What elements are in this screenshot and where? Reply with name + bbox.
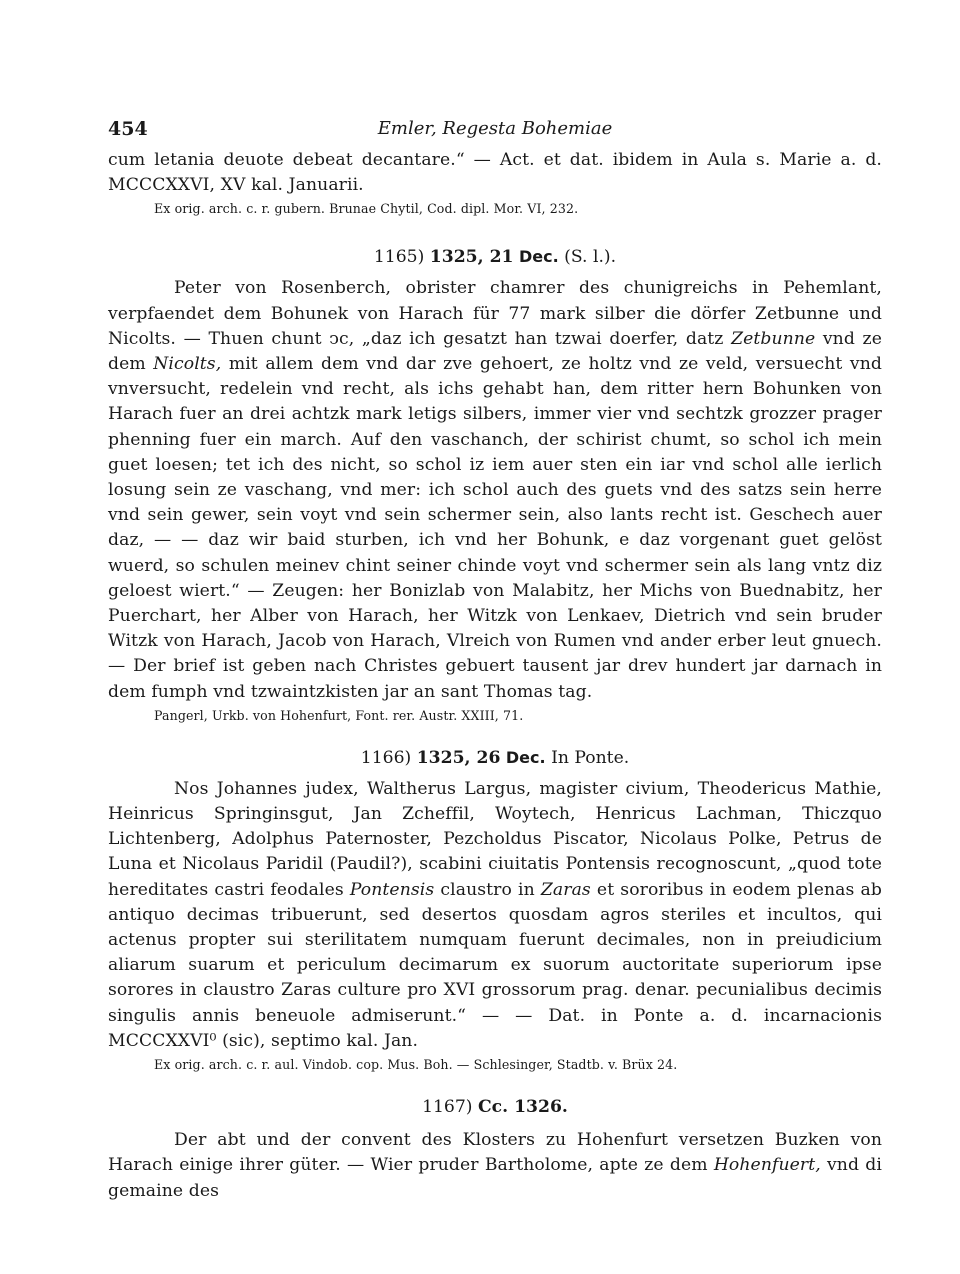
entry-text: mit allem dem vnd dar zve gehoert, ze holtz vnd ze veld, versuecht vnd vnversucht, redelein vnd recht, als ichs gehabt han, dem ritter hern Bohunken von Harach fuer an drei achtzk mark letigs silbers, immer vier vnd sechtzk grozzer prager phenning fuer ein march. Auf den vaschanch, der schirist chumt, so schol ich mein guet loesen; tet ich des nicht, so schol iz iem auer sten ein iar vnd schol alle ierlich losung sein ze vaschang, vnd mer: ich schol auch des guets vnd des satzs sein herre vnd sein gewer, sein voyt vnd sein schermer sein, also lants recht ist. Geschech auer daz, — — daz wir baid sturben, ich vnd her Bohunk, e daz vorgenant guet gelöst wuerd, so schulen meinev chint seiner chinde voyt vnd schermer sein als lang vntz diz geloest wiert.“ — Zeugen: her Bonizlab von Malabitz, her Michs von Buednabitz, her Puerchart, her Alber von Harach, her Witzk von Lenkaev, Dietrich vnd sein bruder Witzk von Harach, Jacob von Harach, Vlreich von Rumen vnd ander erber leut gnuech. — Der brief ist geben nach Christes gebuert tausent jar drev hundert jar darnach in dem fumph vnd tzwaintzkisten jar an sant Thomas tag. — [108, 354, 882, 702]
page-header — [108, 108, 882, 148]
entry-date: Cc. 1326. — [477, 1097, 568, 1118]
entry-date: 1325, 26 — [416, 747, 501, 768]
source-citation: Ex orig. arch. c. r. gubern. Brunae Chytil, Cod. dipl. Mor. VI, 232. — [154, 201, 579, 217]
entry-place: In Ponte. — [551, 747, 630, 768]
entry-date: 1325, 21 — [429, 247, 514, 268]
italic-place-name: Zaras — [540, 879, 591, 900]
entry-place: (S. l.). — [564, 247, 617, 268]
entry-text: vnd ze dem — [108, 328, 882, 375]
entry-number: 1167) — [422, 1097, 473, 1118]
entry-text: claustro in — [440, 879, 535, 900]
entry-heading-1165 — [108, 244, 882, 270]
running-title: Emler, Regesta Bohemiae — [377, 118, 613, 139]
italic-place-name: Zetbunne — [731, 328, 816, 349]
entry-text: Peter von Rosenberch, obrister chamrer des chunigreichs in Pehemlant, verpfaendet dem Bohunek von Harach für 77 mark silber die dörfer Zetbunne und Nicolts. — Thuen chunt ↄc, „daz ich gesatzt han tzwai doerfer, datz — [108, 278, 882, 349]
entry-text: vnd di gemaine des — [108, 1155, 882, 1201]
italic-place-name: Hohenfuert, — [713, 1155, 821, 1176]
continued-paragraph: cum letania deuote debeat decantare.“ — Act. et dat. ibidem in Aula s. Marie a. d. MCCCXXVI, XV kal. Januarii. — [108, 150, 882, 196]
entry-body-1165 — [108, 276, 882, 704]
entry-heading-1166 — [108, 745, 882, 771]
entry-text: et sororibus in eodem plenas ab antiquo decimas tribuerunt, sed desertos quosdam agros steriles et incultos, qui actenus propter sui sterilitatem numquam fuerunt decimales, non in preiudicium aliarum suarum et periculum decimarum ex suorum auctoritate superiorum ipse sorores in claustro Zaras culture pro XVI grossorum prag. denar. pecunialibus decimis singulis annis beneuole admiserunt.“ — — Dat. in Ponte a. d. incarnacionis MCCCXXVI⁰ (sic), septimo kal. Jan. — [108, 879, 882, 1051]
entry-text: Nos Johannes judex, Waltherus Largus, magister civium, Theodericus Mathie, Heinricus Springinsgut, Jan Zcheffil, Woytech, Henricus Lachman, Thiczquo Lichtenberg, Adolphus Paternoster, Pezcholdus Piscator, Nicolaus Polke, Petrus de Luna et Nicolaus Paridil (Paudil?), scabini ciuitatis Pontensis recognoscunt, „quod tote hereditates castri feodales — [108, 778, 882, 900]
entry-number: 1165) — [373, 247, 425, 268]
entry-month: Dec. — [519, 247, 559, 267]
entry-body-1167 — [108, 1128, 882, 1204]
italic-place-name: Pontensis — [349, 879, 435, 900]
italic-place-name: Nicolts, — [153, 354, 222, 375]
document-page — [108, 108, 882, 1204]
entry-number: 1166) — [360, 747, 412, 768]
entry-month: Dec. — [505, 747, 546, 767]
entry-heading-1167 — [108, 1094, 882, 1120]
entry-body-1166 — [108, 777, 882, 1054]
page-number: 454 — [108, 118, 148, 140]
entry-text: Der abt und der convent des Klosters zu Hohenfurt versetzen Buzken von Harach einige ihrer güter. — Wier pruder Bartholome, apte ze dem — [108, 1130, 882, 1176]
source-citation: Pangerl, Urkb. von Hohenfurt, Font. rer. Austr. XXIII, 71. — [154, 707, 524, 723]
source-citation: Ex orig. arch. c. r. aul. Vindob. cop. Mus. Boh. — Schlesinger, Stadtb. v. Brüx 24. — [154, 1057, 678, 1073]
